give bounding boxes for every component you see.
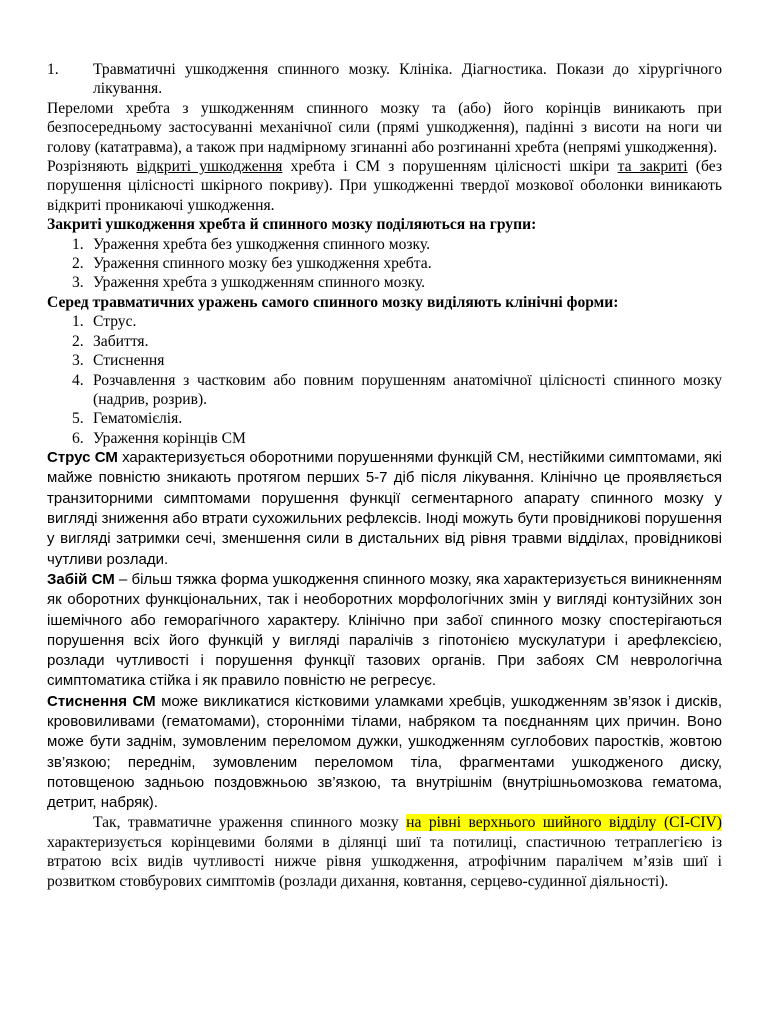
list-item xyxy=(47,254,722,273)
section-heading xyxy=(47,60,722,99)
list-item-number: 1. xyxy=(72,313,84,331)
list-item-number: 4. xyxy=(72,371,84,389)
paragraph-fractures: Переломи хребта з ушкодженням спинного мозку та (або) його корінців виникають при безпосередньому застосуванні механічної сили (прямі ушкодження), падінні з висоти на ноги чи голову (кататравма), а також при надмірному згинанні або розгинанні хребта (непрямі ушкодження). xyxy=(47,99,722,156)
term-compression: Стиснення СМ xyxy=(47,692,156,710)
groups-list xyxy=(47,235,722,293)
list-item-text: Розчавлення з частковим або повним порушенням анатомічної цілісності спинного мозку (надрив, розрив). xyxy=(93,371,722,408)
heading-number: 1. xyxy=(47,61,59,78)
list-item xyxy=(47,273,722,292)
list-item xyxy=(47,371,722,410)
list-item xyxy=(47,351,722,370)
heading-text: Травматичні ушкодження спинного мозку. Клініка. Діагностика. Покази до хірургічного лікування. xyxy=(93,61,722,98)
list-item-number: 3. xyxy=(72,274,84,292)
list-item-number: 2. xyxy=(72,255,84,273)
term-concussion: Струс СМ xyxy=(47,449,118,467)
list-item-number: 5. xyxy=(72,410,84,428)
list-item-text: Ураження спинного мозку без ушкодження хребта. xyxy=(93,255,432,273)
paragraph-concussion: Струс СМ характеризується оборотними порушеннями функцій СМ, нестійкими симптомами, які майже повністю зникають протягом перших 5-7 діб після лікування. Клінічно це проявляється транзиторними симптомами порушення функції сегментарного апарату спинного мозку у вигляді зниження або втрати сухожильних рефлексів. Іноді можуть бути провідникові порушення у вигляді затримки сечі, зменшення сили в дистальних від рівня травми відділах, провідникові чутливи розлади. xyxy=(47,449,722,568)
list-item xyxy=(47,429,722,448)
list-item xyxy=(47,409,722,428)
list-item-text: Струс. xyxy=(93,313,137,331)
highlighted-text: на рівні верхнього шийного відділу (CI-CIV) xyxy=(406,814,722,832)
paragraph-open-closed: Розрізняють відкриті ушкодження хребта і СМ з порушенням цілісності шкіри та закриті (без порушення цілісності шкірного покриву). При ушкодженні твердої мозкової оболонки виникають відкриті проникаючі ушкодження. xyxy=(47,158,722,214)
list-item-text: Ураження хребта з ушкодженням спинного мозку. xyxy=(93,274,426,292)
list-item-number: 1. xyxy=(72,235,84,253)
list-item-text: Гематомієлія. xyxy=(93,410,183,428)
list-item-text: Стиснення xyxy=(93,352,165,370)
list-item xyxy=(47,235,722,254)
forms-title: Серед травматичних уражень самого спинного мозку виділяють клінічні форми: xyxy=(47,293,619,311)
list-item xyxy=(47,312,722,331)
list-item-number: 2. xyxy=(72,332,84,350)
list-item-number: 6. xyxy=(72,429,84,447)
list-item-text: Забиття. xyxy=(93,332,149,350)
underlined-open-injuries: відкриті ушкодження xyxy=(136,158,283,176)
paragraph-cervical: Так, травматичне ураження спинного мозку на рівні верхнього шийного відділу (CI-CIV) характеризується корінцевими болями в ділянці шиї та потилиці, спастичною тетраплегією із втратою всіх видів чутливості нижче рівня ушкодження, атрофічним паралічем м’язів шиї і розвитком стовбурових симптомів (розлади дихання, ковтання, серцево-судинної діяльності). xyxy=(47,814,722,890)
list-item-number: 3. xyxy=(72,352,84,370)
list-item-text: Ураження хребта без ушкодження спинного мозку. xyxy=(93,235,431,253)
paragraph-compression: Стиснення СМ може викликатися кістковими уламками хребців, ушкодженням зв’язок і дисків, крововиливами (гематомами), сторонніми тілами, набряком та поєднанням цих причин. Воно може бути заднім, зумовленим переломом дужки, ушкодженням суглобових паростків, жовтою зв’язкою; переднім, зумовленим переломом тіла, фрагментами ушкодженого диску, потовщеною задньою поздовжньою зв’язкою, та внутрішнім (внутрішньомозкова гематома, детрит, набряк). xyxy=(47,692,722,812)
term-contusion: Забій СМ xyxy=(47,570,115,588)
forms-list xyxy=(47,312,722,448)
paragraph-contusion: Забій СМ – більш тяжка форма ушкодження спинного мозку, яка характеризується виникненням як оборотних функціональних, так і необоротних морфологічних змін у вигляді контузійних зон ішемічного або геморагічного характеру. Клінічно при забої спинного мозку спостерігаються порушення всіх його функцій у вигляді паралічів з гіпотонією мускулатури і арефлексією, розлади чутливості і порушення функції тазових органів. При забоях СМ неврологічна симптоматика стійка і як правило повністю не регресує. xyxy=(47,570,722,690)
list-item-text: Ураження корінців СМ xyxy=(93,429,246,447)
underlined-closed: та закриті xyxy=(617,158,688,176)
list-item xyxy=(47,332,722,351)
groups-title: Закриті ушкодження хребта й спинного мозку поділяються на групи: xyxy=(47,216,537,234)
